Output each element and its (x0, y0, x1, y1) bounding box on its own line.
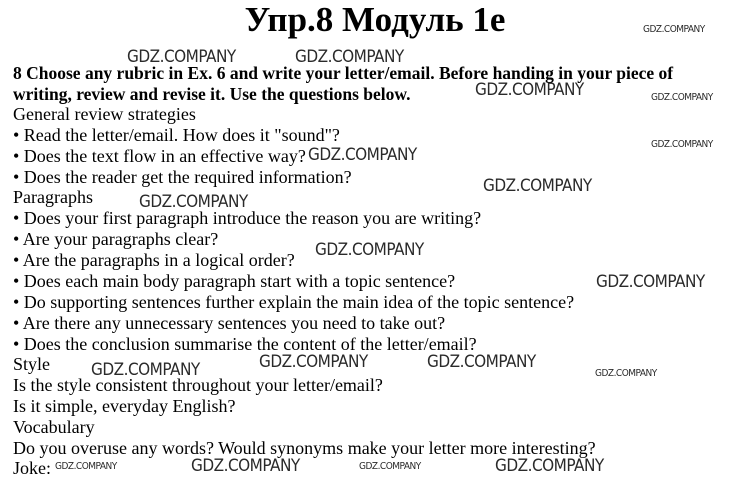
watermark: GDZ.COMPANY (359, 461, 421, 472)
page-title: Упр.8 Модуль 1e (244, 0, 506, 39)
question-item: • Are your paragraphs clear? (13, 229, 219, 249)
watermark: GDZ.COMPANY (651, 139, 713, 150)
section-heading-vocabulary: Vocabulary (13, 417, 95, 437)
watermark: GDZ.COMPANY (483, 176, 592, 196)
question-item: • Are the paragraphs in a logical order? (13, 250, 295, 270)
question-item: Is the style consistent throughout your letter/email? (13, 375, 383, 395)
joke-label: Joke: (13, 458, 51, 478)
section-heading-paragraphs: Paragraphs (13, 187, 93, 207)
question-item: • Does the reader get the required information? (13, 167, 352, 187)
section-heading-style: Style (13, 354, 51, 374)
watermark: GDZ.COMPANY (259, 352, 368, 372)
watermark: GDZ.COMPANY (643, 24, 705, 35)
watermark: GDZ.COMPANY (651, 92, 713, 103)
watermark: GDZ.COMPANY (91, 360, 200, 380)
watermark: GDZ.COMPANY (475, 80, 584, 100)
watermark: GDZ.COMPANY (295, 47, 404, 67)
watermark: GDZ.COMPANY (127, 47, 236, 67)
question-item: • Read the letter/email. How does it "sound"? (13, 125, 340, 145)
watermark: GDZ.COMPANY (191, 456, 300, 476)
task-line-1: 8 Choose any rubric in Ex. 6 and write your letter/email. Before handing in your piece of (13, 63, 674, 83)
question-item: Is it simple, everyday English? (13, 396, 236, 416)
watermark: GDZ.COMPANY (55, 461, 117, 472)
question-item: • Does each main body paragraph start with a topic sentence? (13, 271, 456, 291)
question-item: • Does the text flow in an effective way? (13, 146, 306, 166)
section-heading-general: General review strategies (13, 104, 196, 124)
watermark: GDZ.COMPANY (595, 368, 657, 379)
watermark: GDZ.COMPANY (427, 352, 536, 372)
watermark: GDZ.COMPANY (315, 240, 424, 260)
question-item: • Does the conclusion summarise the content of the letter/email? (13, 334, 477, 354)
watermark: GDZ.COMPANY (139, 192, 248, 212)
question-item: • Do supporting sentences further explain the main idea of the topic sentence? (13, 292, 575, 312)
question-item: Do you overuse any words? Would synonyms make your letter more interesting? (13, 438, 596, 458)
question-item: • Are there any unnecessary sentences you need to take out? (13, 313, 446, 333)
question-item: • Does your first paragraph introduce the reason you are writing? (13, 208, 482, 228)
watermark: GDZ.COMPANY (308, 145, 417, 165)
watermark: GDZ.COMPANY (596, 272, 705, 292)
watermark: GDZ.COMPANY (495, 456, 604, 476)
task-line-2: writing, review and revise it. Use the questions below. (13, 84, 411, 104)
